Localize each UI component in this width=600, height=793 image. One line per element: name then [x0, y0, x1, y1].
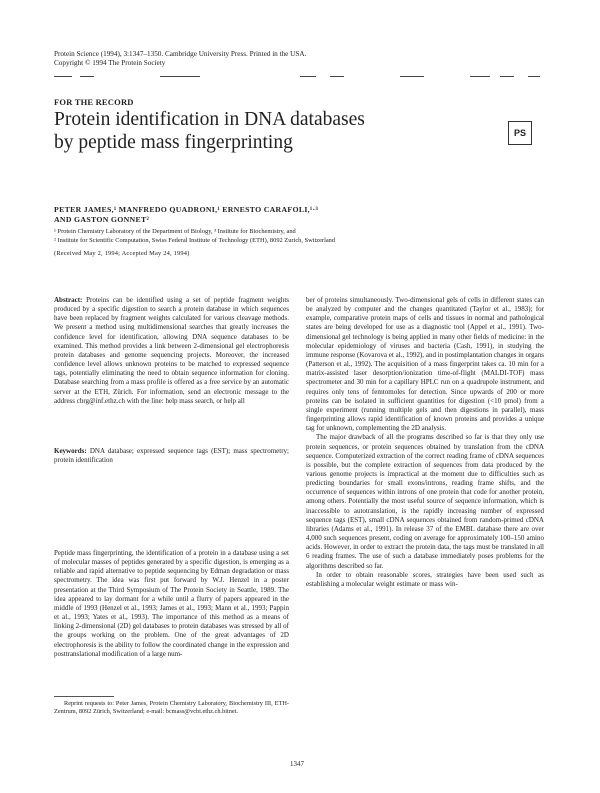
affiliation-2: ² Institute for Scientific Computation, Swiss Federal Institute of Technology (ETH), 8092 Zurich, Switzerland — [54, 236, 336, 244]
footnote — [54, 696, 289, 716]
footnote-rule — [54, 696, 114, 697]
page-number: 1347 — [290, 760, 304, 768]
body-left-paragraph: Peptide mass fingerprinting, the identification of a protein in a database using a set of molecular masses of peptides generated by a specific digestion, is emerging as a reliable and rapid alternative to peptide sequencing by Edman degradation or mass spectrometry. The idea was first put forward by W.J. Henzel in a poster presentation at the Third Symposium of The Protein Society in Seattle, 1989. The idea appeared to lay dormant for a while until a flurry of papers appeared in the middle of 1993 (Henzel et al., 1993; James et al., 1993; Mann et al., 1993; Pappin et al., 1993; Yates et al., 1993). The importance of this method as a means of linking 2-dimensional (2D) gel databases to protein databases was stressed by all of the groups working on the problem. One of the great advantages of 2D electrophoresis is the ability to follow the coordinated change in the expression and posttranslational modification of a large num- — [54, 549, 289, 658]
body-right-paragraph-3: In order to obtain reasonable scores, strategies have been used such as establishing a molecular weight estimate or mass win- — [306, 570, 544, 588]
keywords-text: DNA database; expressed sequence tags (EST); mass spectrometry; protein identification — [54, 447, 290, 465]
title-line-2: by peptide mass fingerprinting — [54, 132, 293, 153]
reprint-requests: Reprint requests to: Peter James, Protein Chemistry Laboratory, Biochemistry III, ETH-Zentrum, 8092 Zürich, Switzerland; e-mail: bcmass@vcbi.ethz.ch.bitnet. — [54, 700, 289, 715]
abstract-label: Abstract: — [54, 296, 83, 304]
abstract — [54, 296, 289, 406]
body-column-right — [306, 296, 544, 589]
paper-title — [54, 108, 474, 154]
abstract-text: Proteins can be identified using a set of peptide fragment weights produced by a specific digestion to search a protein database in which sequences have been replaced by fragment weights calculated for various cleavage methods. We present a method using multidimensional searches that greatly increases the confidence level for identification, allowing DNA sequence databases to be examined. This method provides a link between 2-dimensional gel electrophoresis protein databases and genome sequencing projects. Moreover, the increased confidence level allows unknown proteins to be matched to expressed sequence tags, potentially eliminating the need to obtain sequence information for cloning. Database searching from a mass profile is offered as a free service by an automatic server at the ETH, Zürich. For information, send an electronic message to the address cbrg@inf.ethz.ch with the line: help mass search, or help all — [54, 296, 290, 405]
journal-header — [54, 50, 474, 68]
received-dates: (Received May 2, 1994; Accepted May 24, 1994) — [54, 250, 190, 257]
affiliation-1: ¹ Protein Chemistry Laboratory of the Department of Biology, ³ Institute for Biochemistry, and — [54, 228, 296, 235]
journal-citation: Protein Science (1994), 3:1347–1350. Cambridge University Press. Printed in the USA. — [54, 50, 307, 58]
affiliations — [54, 228, 554, 245]
journal-copyright: Copyright © 1994 The Protein Society — [54, 59, 166, 67]
authors-line-1: PETER JAMES,¹ MANFREDO QUADRONI,¹ ERNESTO CARAFOLI,¹·³ — [54, 205, 319, 214]
journal-logo: PS — [508, 121, 532, 145]
authors-line-2: AND GASTON GONNET² — [54, 215, 150, 224]
keywords-label: Keywords: — [54, 447, 87, 455]
header-rules — [0, 76, 600, 80]
section-label: FOR THE RECORD — [54, 97, 134, 107]
body-column-left — [54, 549, 289, 659]
author-list — [54, 205, 534, 225]
keywords — [54, 447, 289, 465]
title-line-1: Protein identification in DNA databases — [54, 109, 365, 130]
body-right-paragraph-1: ber of proteins simultaneously. Two-dimensional gels of cells in different states can be analyzed by computer and the changes quantitated (Taylor et al., 1983); for example, comparative protein maps of cells and tissues in normal and pathological states are being developed for use as a diagnostic tool (Appel et al., 1991). Two-dimensional gel technology is being applied in many other fields of medicine: in the molecular epidemiology of viruses and bacteria (Cash, 1991), in studying the immune response (Kovarova et al., 1992), and in postimplantation changes in organs (Patterson et al., 1992). The acquisition of a mass fingerprint takes ca. 10 min for a matrix-assisted laser desorption/ionization time-of-flight (MALDI-TOF) mass spectrometer and 30 min for a capillary HPLC run on a quadrupole instrument, and requires only tens of femtomoles for detection. Since upwards of 200 or more proteins can be isolated in sufficient quantities for digestion (<10 pmol) from a single experiment (running multiple gels and then digestions in parallel), mass fingerprinting allows rapid identification of known proteins and provides a unique tag for unknown, complementing the 2D analysis. — [306, 296, 544, 433]
body-right-paragraph-2: The major drawback of all the programs described so far is that they only use protein sequences, or protein sequences obtained by translation from the cDNA sequence. Computerized extraction of the correct reading frame of cDNA sequences is possible, but the complete extraction of sequences from data produced by the various genome projects is impractical at the moment due to difficulties such as predicting boundaries for small exons/introns, reading frame shifts, and the occurrence of sequences within introns of one protein that code for another protein, among others. Potentially the most useful source of sequence information, which is inaccessible to autotranslation, is the rapidly increasing number of expressed sequence tags (EST), small cDNA sequences obtained from random-primed cDNA libraries (Adams et al., 1991). In release 37 of the EMBL database there are over 4,000 such sequences present, coding on average for approximately 100–150 amino acids. However, in order to extract the protein data, the tags must be translated in all 6 reading frames. The use of such a database immediately poses problems for the algorithms described so far. — [306, 433, 544, 570]
